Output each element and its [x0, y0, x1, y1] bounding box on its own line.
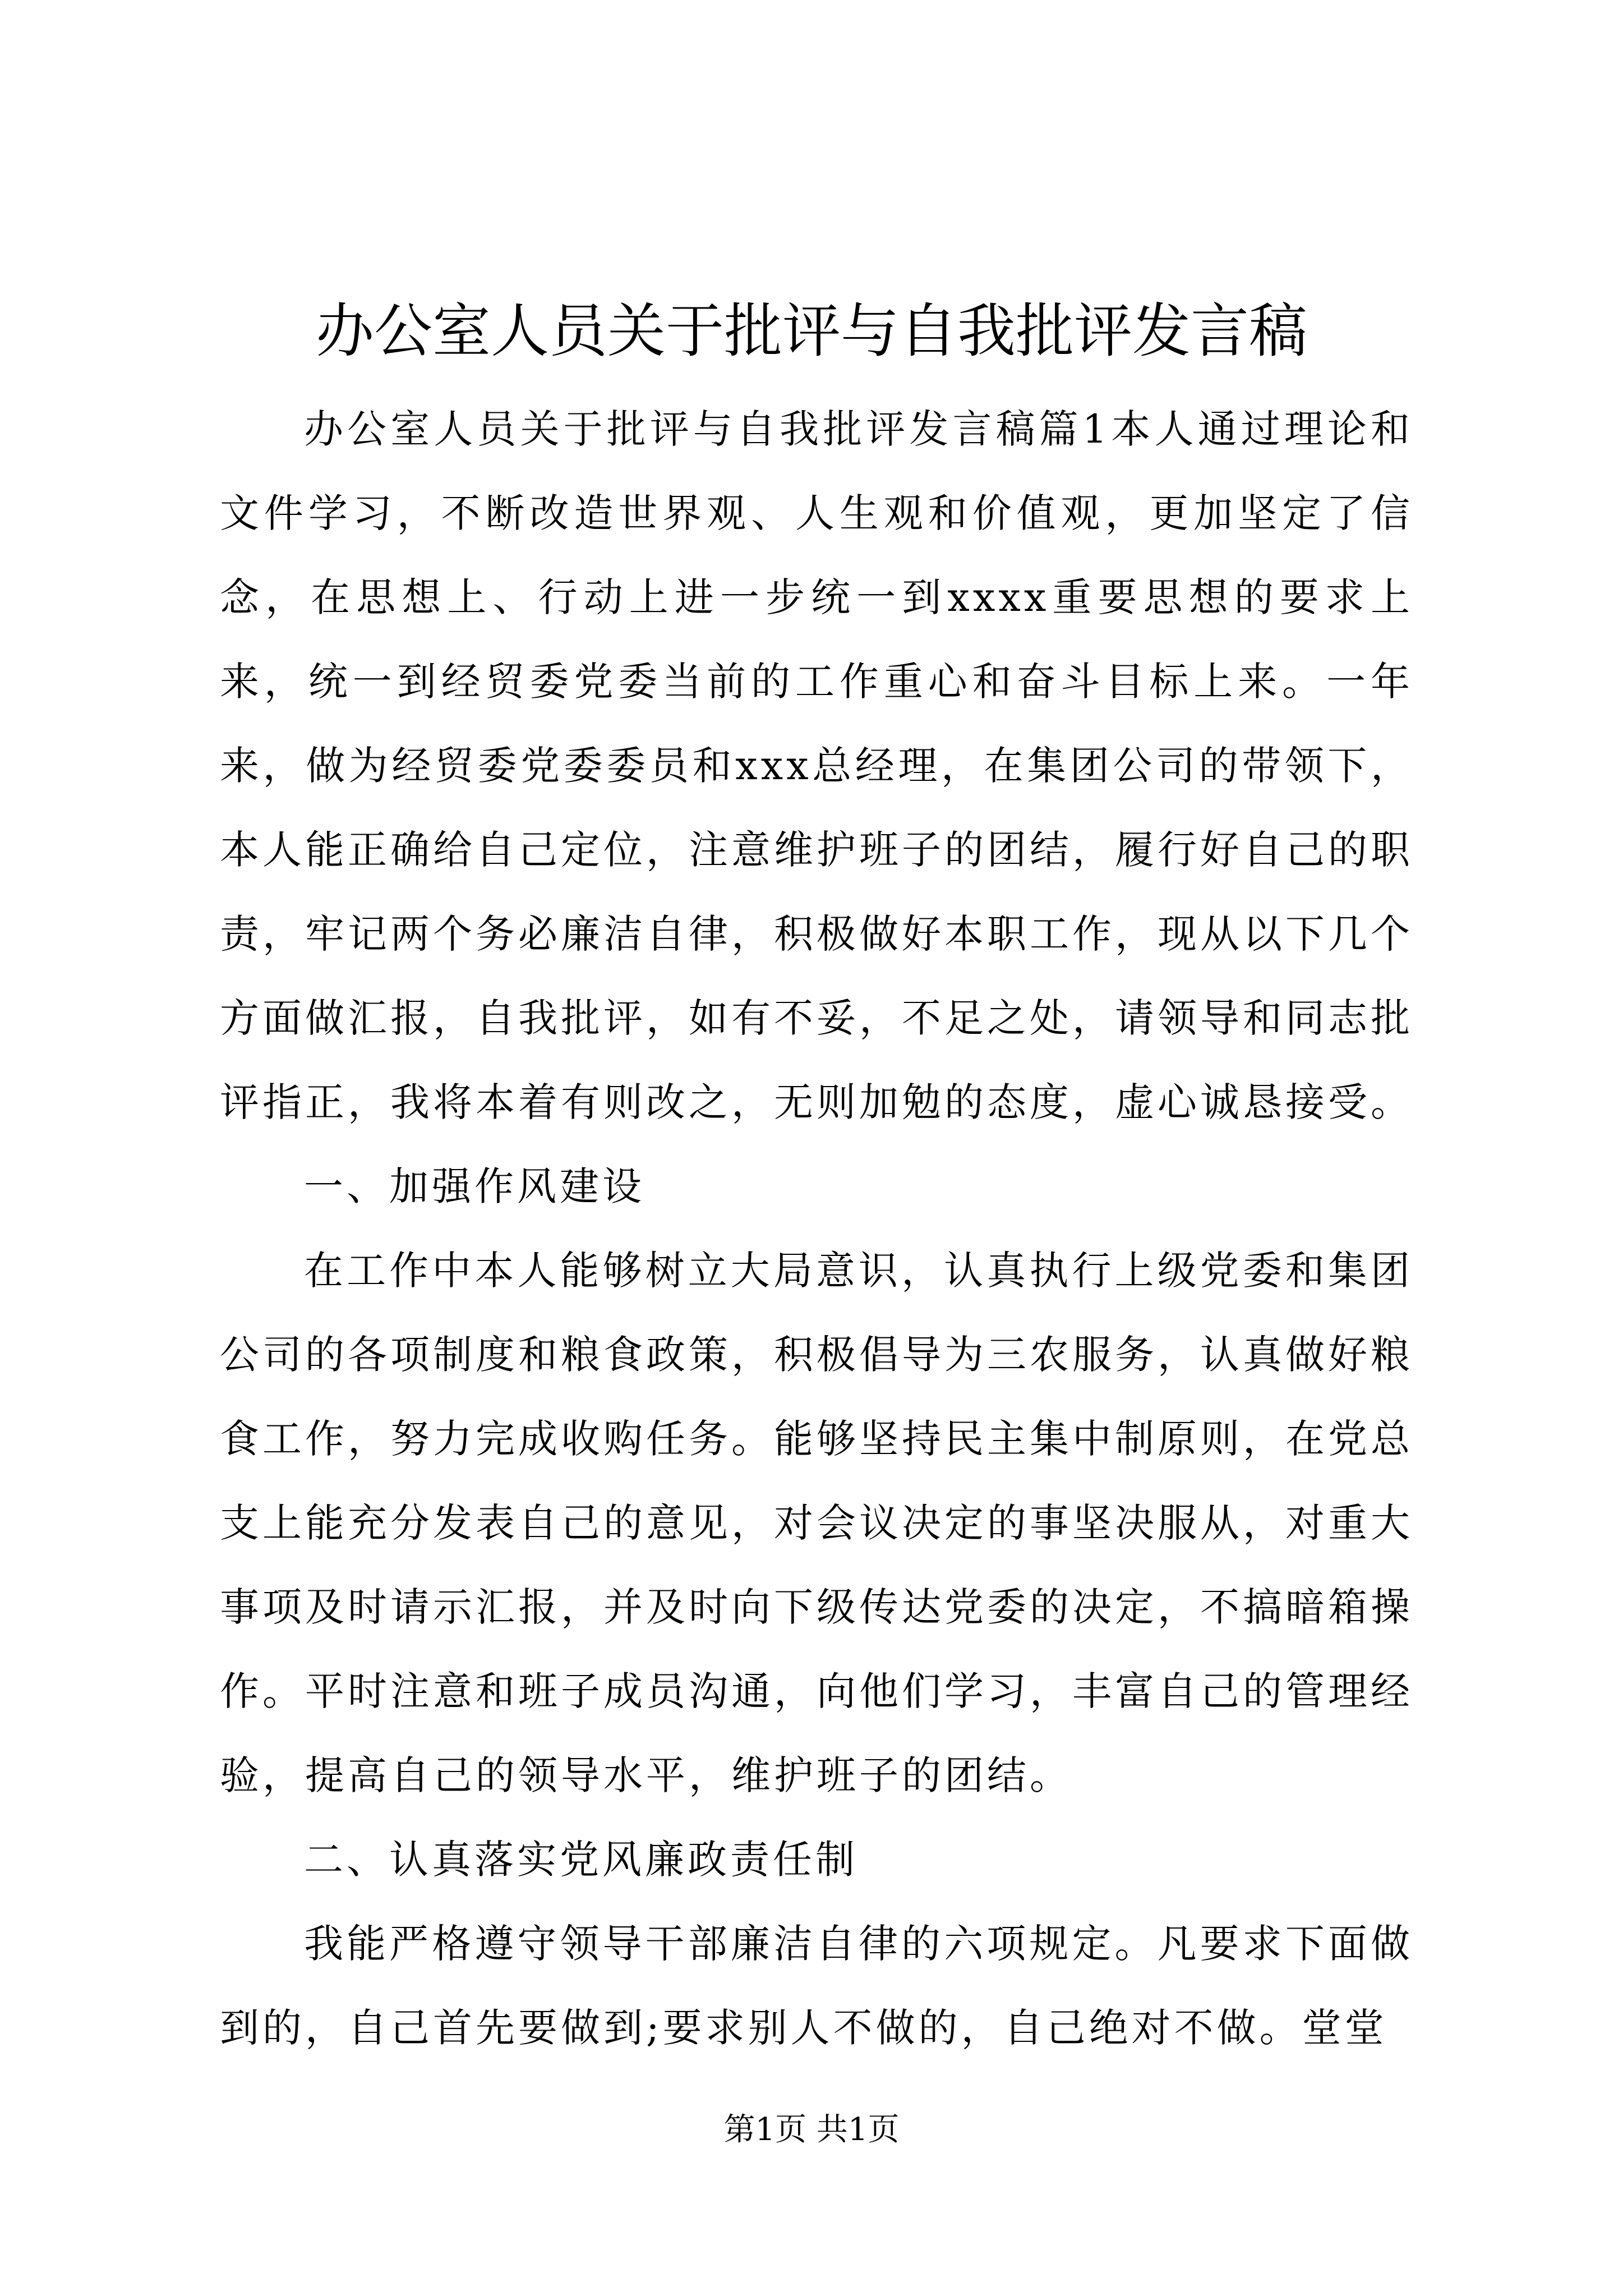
paragraph-intro: 办公室人员关于批评与自我批评发言稿篇1本人通过理论和文件学习，不断改造世界观、人生观和价值观，更加坚定了信念，在思想上、行动上进一步统一到xxxx重要思想的要求上来，统一到经贸委党委当前的工作重心和奋斗目标上来。一年来，做为经贸委党委委员和xxx总经理，在集团公司的带领下，本人能正确给自己定位，注意维护班子的团结，履行好自己的职责，牢记两个务必廉洁自律，积极做好本职工作，现从以下几个方面做汇报，自我批评，如有不妥，不足之处，请领导和同志批评指正，我将本着有则改之，无则加勉的态度，虚心诚恳接受。 [220, 406, 1413, 1125]
paragraph-section-1: 在工作中本人能够树立大局意识，认真执行上级党委和集团公司的各项制度和粮食政策，积极倡导为三农服务，认真做好粮食工作，努力完成收购任务。能够坚持民主集中制原则，在党总支上能充分发表自己的意见，对会议决定的事坚决服从，对重大事项及时请示汇报，并及时向下级传达党委的决定，不搞暗箱操作。平时注意和班子成员沟通，向他们学习，丰富自己的管理经验，提高自己的领导水平，维护班子的团结。 [220, 1248, 1413, 1798]
section-heading-2: 二、认真落实党风廉政责任制 [304, 1837, 858, 1883]
document-body [220, 387, 1413, 2070]
section-heading-1: 一、加强作风建设 [304, 1163, 645, 1209]
page-footer: 第1页 共1页 [723, 2111, 900, 2148]
paragraph-section-2: 我能严格遵守领导干部廉洁自律的六项规定。凡要求下面做到的，自己首先要做到;要求别人不做的，自己绝对不做。堂堂 [220, 1921, 1413, 2051]
document-title: 办公室人员关于批评与自我批评发言稿 [315, 297, 1307, 365]
